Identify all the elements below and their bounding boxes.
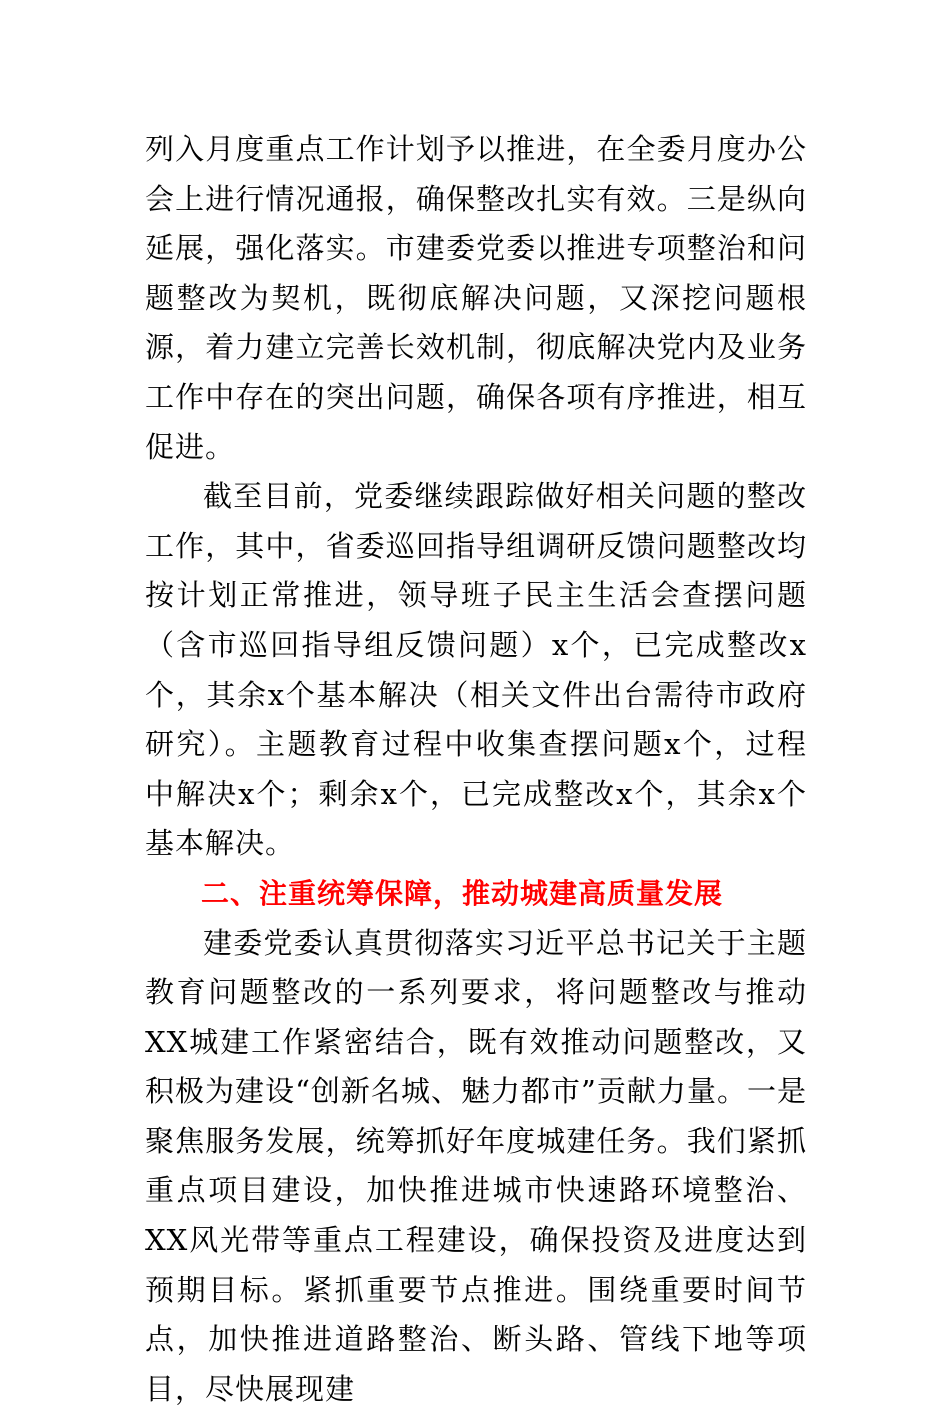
document-page (145, 125, 807, 1414)
body-paragraph-2: 截至目前，党委继续跟踪做好相关问题的整改工作，其中，省委巡回指导组调研反馈问题整改均按计划正常推进，领导班子民主生活会查摆问题（含市巡回指导组反馈问题）x个，已完成整改x个，其余x个基本解决（相关文件出台需待市政府研究）。主题教育过程中收集查摆问题x个，过程中解决x个；剩余x个，已完成整改x个，其余x个基本解决。 (145, 472, 807, 869)
section-heading-2: 二、注重统筹保障，推动城建高质量发展 (145, 869, 807, 919)
body-paragraph-3: 建委党委认真贯彻落实习近平总书记关于主题教育问题整改的一系列要求，将问题整改与推动XX城建工作紧密结合，既有效推动问题整改，又积极为建设“创新名城、魅力都市”贡献力量。一是聚焦服务发展，统筹抓好年度城建任务。我们紧抓重点项目建设，加快推进城市快速路环境整治、XX风光带等重点工程建设，确保投资及进度达到预期目标。紧抓重要节点推进。围绕重要时间节点，加快推进道路整治、断头路、管线下地等项目，尽快展现建 (145, 919, 807, 1414)
body-paragraph-1: 列入月度重点工作计划予以推进，在全委月度办公会上进行情况通报，确保整改扎实有效。三是纵向延展，强化落实。市建委党委以推进专项整治和问题整改为契机，既彻底解决问题，又深挖问题根源，着力建立完善长效机制，彻底解决党内及业务工作中存在的突出问题，确保各项有序推进，相互促进。 (145, 125, 807, 472)
